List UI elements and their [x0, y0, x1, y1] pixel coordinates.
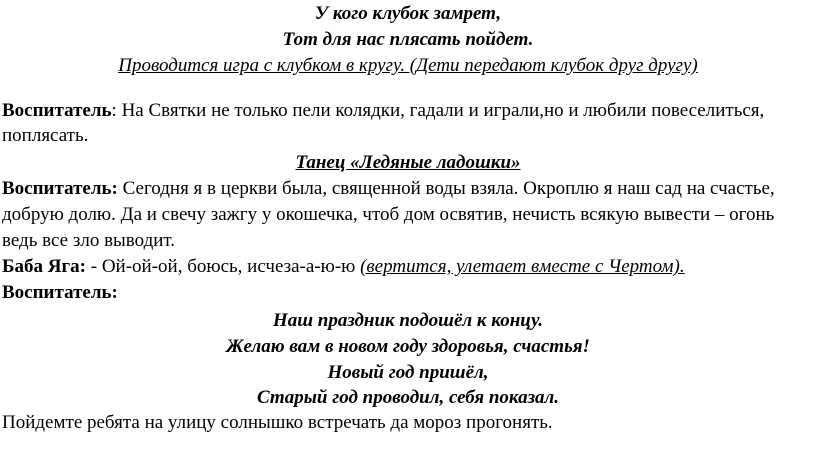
speech-text: Сегодня я в церкви была, священной воды взяла. Окроплю я наш сад на счастье, — [117, 178, 775, 199]
speech-text: - Ой-ой-ой, боюсь, исчеза-а-ю-ю — [86, 256, 361, 277]
speaker-label: Воспитатель: — [2, 178, 118, 199]
speaker-colon: : — [111, 100, 117, 121]
verse-line-2: Тот для нас плясать пойдет. — [282, 29, 534, 50]
paragraph-teacher-2-line3: ведь все зло выводит. — [2, 230, 176, 251]
final-verse-line-3: Новый год пришёл, — [327, 362, 489, 383]
speaker-label-teacher-3: Воспитатель: — [2, 282, 118, 303]
final-verse-line-1: Наш праздник подошёл к концу. — [272, 310, 544, 331]
final-verse-line-2: Желаю вам в новом году здоровья, счастья! — [226, 336, 590, 357]
paragraph-teacher-1-cont: поплясать. — [2, 125, 89, 146]
speech-text: На Святки не только пели колядки, гадали и играли,но и любили повеселиться, — [116, 100, 765, 121]
game-note-text: Проводится игра с клубком в кругу. (Дети передают клубок друг другу) — [118, 55, 698, 76]
paragraph-teacher-1 — [2, 99, 816, 123]
speaker-label: Баба Яга: — [2, 256, 86, 277]
game-note — [0, 54, 816, 78]
dance-title-text: Танец «Ледяные ладошки» — [295, 152, 521, 173]
verse-line-1: У кого клубок замрет, — [314, 3, 502, 24]
dance-title — [0, 151, 816, 175]
closing-line: Пойдемте ребята на улицу солнышко встречать да мороз прогонять. — [2, 412, 553, 433]
paragraph-teacher-2-line2: добрую долю. Да и свечу зажгу у окошечка, чтоб дом освятив, нечисть всякую вывести – огонь — [2, 204, 775, 225]
paragraph-baba-yaga — [2, 255, 816, 279]
paragraph-teacher-2 — [2, 177, 816, 201]
speaker-label: Воспитатель — [2, 100, 112, 121]
final-verse-line-4: Старый год проводил, себя показал. — [256, 387, 559, 408]
stage-direction: (вертится, улетает вместе с Чертом). — [360, 256, 685, 277]
